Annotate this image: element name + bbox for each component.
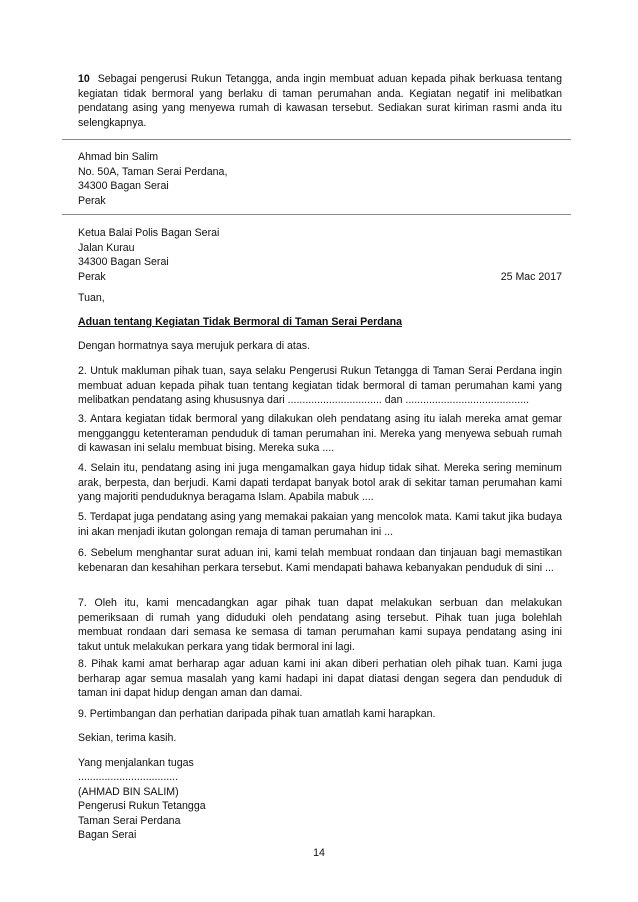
paragraph-8: 8. Pihak kami amat berharap agar aduan kami ini akan diberi perhatian oleh pihak tuan. Kami juga berharap agar semua masalah yang kami hadapi ini dapat diatasi dengan segera dan penduduk di taman ini dapat hidup dengan aman dan damai.	[78, 658, 562, 699]
signatory-line: (AHMAD BIN SALIM)	[78, 785, 179, 798]
opening-line: Dengan hormatnya saya merujuk perkara di atas.	[78, 340, 311, 352]
salutation: Tuan,	[78, 292, 105, 304]
recipient-line: Jalan Kurau	[78, 241, 135, 254]
question-text: Sebagai pengerusi Rukun Tetangga, anda ingin membuat aduan kepada pihak berkuasa tentang kegiatan tidak bermoral yang berlaku di taman perumahan anda. Kegiatan negatif ini melibatkan pendatang asing yang menyewa rumah di kawasan tersebut. Sediakan surat kiriman rasmi anda itu selengkapnya.	[78, 73, 562, 129]
paragraph-3: 3. Antara kegiatan tidak bermoral yang dilakukan oleh pendatang asing itu ialah mereka amat gemar mengganggu ketenteraman penduduk di taman perumahan ini. Mereka yang menyewa sebuah rumah di kawasan ini selalu membuat bising. Mereka suka ....	[78, 413, 562, 454]
signature-line: ..................................	[78, 771, 179, 783]
signature-block	[78, 770, 562, 843]
sender-line: No. 50A, Taman Serai Perdana,	[78, 165, 228, 178]
page-number: 14	[313, 847, 325, 859]
recipient-line: Ketua Balai Polis Bagan Serai	[78, 227, 220, 239]
letter-title: Aduan tentang Kegiatan Tidak Bermoral di Taman Serai Perdana	[78, 316, 402, 328]
paragraph-5: 5. Terdapat juga pendatang asing yang memakai pakaian yang mencolok mata. Kami takut jika budaya ini akan menjadi ikutan golongan remaja di taman perumahan ini ...	[78, 511, 562, 538]
recipient-date-row	[78, 270, 562, 285]
question-prompt	[78, 72, 562, 130]
signatory-line: Taman Serai Perdana	[78, 814, 181, 827]
closing-line: Sekian, terima kasih.	[78, 732, 177, 744]
paragraph-2: 2. Untuk makluman pihak tuan, saya selaku Pengerusi Rukun Tetangga di Taman Serai Perdana ingin membuat aduan kepada pihak tuan tentang kegiatan tidak bermoral di taman perumahan kami yang melibatkan pendatang asing khususnya dari ................................ dan ..........................................	[78, 365, 562, 406]
divider-bottom	[62, 214, 571, 215]
recipient-address	[78, 226, 562, 284]
divider-top	[62, 139, 571, 140]
letter-date: 25 Mac 2017	[500, 270, 562, 283]
recipient-line: Perak	[78, 270, 106, 283]
paragraph-6: 6. Sebelum menghantar surat aduan ini, kami telah membuat rondaan dan tinjauan bagi memastikan kebenaran dan kesahihan perkara tersebut. Kami mendapati bahawa kebanyakan penduduk di sini ...	[78, 547, 562, 574]
signatory-line: Bagan Serai	[78, 829, 137, 841]
paragraph-7: 7. Oleh itu, kami mencadangkan agar pihak tuan dapat melakukan serbuan dan melakukan pemeriksaan di rumah yang diduduki oleh pendatang asing tersebut. Pihak tuan juga bolehlah membuat rondaan dari semasa ke semasa di taman perumahan kami supaya pendatang asing ini takut untuk melakukan perkara yang tidak bermoral ini lagi.	[78, 597, 562, 653]
recipient-line: 34300 Bagan Serai	[78, 256, 169, 268]
sender-line: Perak	[78, 194, 106, 207]
signoff-line: Yang menjalankan tugas	[78, 757, 194, 769]
signatory-line: Pengerusi Rukun Tetangga	[78, 800, 206, 812]
question-number: 10	[78, 73, 90, 85]
paragraph-4: 4. Selain itu, pendatang asing ini juga mengamalkan gaya hidup tidak sihat. Mereka sering meminum arak, berpesta, dan berjudi. Kami dapati terdapat banyak botol arak di sekitar taman perumahan kami yang majoriti penduduknya beragama Islam. Apabila mabuk ....	[78, 462, 562, 503]
sender-address	[78, 150, 562, 208]
paragraph-9: 9. Pertimbangan dan perhatian daripada pihak tuan amatlah kami harapkan.	[78, 708, 436, 720]
sender-line: Ahmad bin Salim	[78, 151, 159, 163]
sender-line: 34300 Bagan Serai	[78, 180, 169, 192]
